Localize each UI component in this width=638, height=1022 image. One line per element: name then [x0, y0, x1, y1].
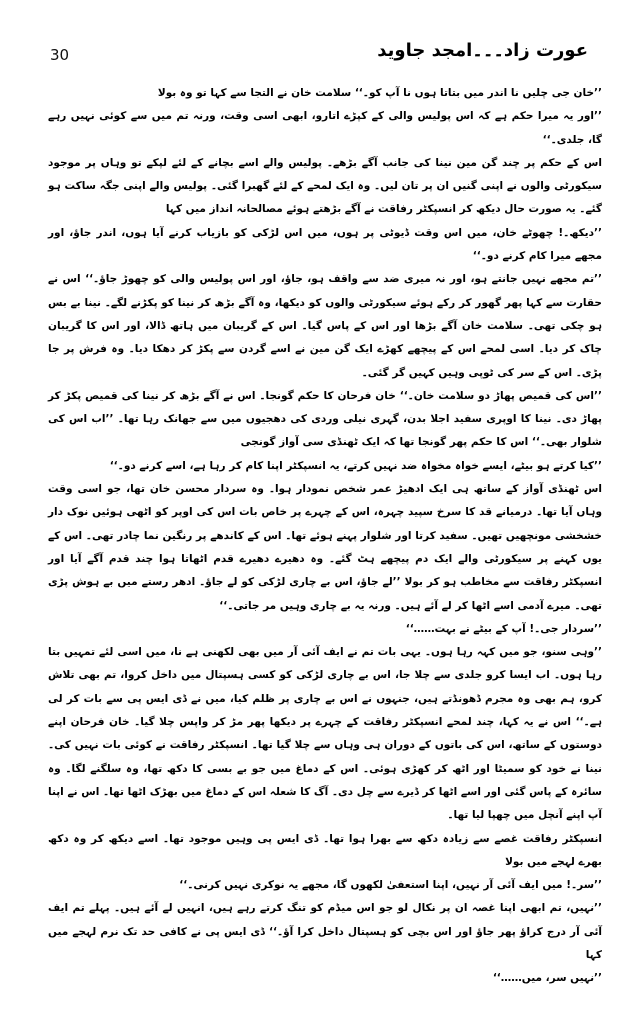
- paragraph: انسپکٹر رفاقت غصے سے زیادہ دکھ سے بھرا ہوا تھا۔ ڈی ایس پی وہیں موجود تھا۔ اسے دیکھ کر وہ دکھ بھرے لہجے میں بولا: [48, 832, 602, 868]
- paragraph: ’’اور یہ میرا حکم ہے کہ اس پولیس والی کے کپڑے اتارو، ابھی اسی وقت، ورنہ تم میں سے کوئی نہیں رہے گا، جلدی۔‘‘: [48, 110, 602, 146]
- paragraph: ’’نہیں سر، میں……‘‘: [492, 972, 602, 985]
- paragraph: ’’وہی سنو، جو میں کہہ رہا ہوں۔ یہی بات تم نے ایف آئی آر میں بھی لکھنی ہے نا، میں اسی لئے تمہیں بتا رہا ہوں۔ اب ایسا کرو جلدی سے چلا جا، اس بے چاری لڑکی کو کسی ہسپتال میں داخل کروا، تم بھی تلاش کرو، ہم بھی وہ مجرم ڈھونڈتے ہیں، جنہوں نے اس بے چاری پر ظلم کیا، میں نے ڈی ایس پی سے بات کر لی ہے۔‘‘ اس نے یہ کہا، چند لمحے انسپکٹر رفاقت کے چہرے پر دیکھا پھر مڑ کر واپس چلا گیا۔ خان فرحان اپنے دوستوں کے ساتھ، اس کی باتوں کے دوران ہی وہاں سے چلا گیا تھا۔ انسپکٹر رفاقت نے کوئی بات نہیں کی۔ نینا نے خود کو سمیٹا اور اٹھ کر کھڑی ہوئی۔ اس کے دماغ میں جو بے بسی کا دکھ تھا، وہ سلگنے لگا۔ وہ سائرہ کے پاس گئی اور اسے اٹھا کر ڈیرے سے چل دی۔ آگ کا شعلہ اس کے دماغ میں بھڑک اٹھا تھا۔ اس نے اپنا آپ اپنے آنچل میں چھپا لیا تھا۔: [48, 646, 602, 822]
- paragraph: ’’سردار جی۔! آپ کے بیٹے نے بہت……‘‘: [405, 622, 602, 635]
- paragraph: ’’اس کی قمیص پھاڑ دو سلامت خان۔‘‘ خان فرحان کا حکم گونجا۔ اس نے آگے بڑھ کر نینا کی قمیص پکڑ کر پھاڑ دی۔ نینا کا اوپری سفید اجلا بدن، گہری نیلی وردی کی دھجیوں میں سے جھانک رہا تھا۔ ’’اب اس کی شلوار بھی۔‘‘ اس کا حکم پھر گونجا تھا کہ ایک ٹھنڈی سی آواز گونجی: [48, 389, 602, 449]
- paragraph: ’’سر۔! میں ایف آئی آر نہیں، اپنا استعفیٰ لکھوں گا، مجھے یہ نوکری نہیں کرنی۔‘‘: [179, 879, 602, 892]
- body-text: [48, 82, 602, 998]
- page-number: 30: [50, 46, 70, 64]
- running-title: عورت زاد۔۔۔امجد جاوید: [377, 40, 588, 61]
- paragraph: اس کے حکم پر چند گن مین نینا کی جانب آگے بڑھے۔ پولیس والے اسے بچانے کے لئے لپکے تو وہاں پر موجود سیکورٹی والوں نے اپنی گنیں ان پر تان لیں۔ وہ ایک لمحے کے لئے گھبرا گئی۔ پولیس والے اپنی جگہ ساکت ہو گئے۔ یہ صورت حال دیکھ کر انسپکٹر رفاقت نے آگے بڑھتے ہوئے مصالحانہ انداز میں کہا: [48, 156, 602, 216]
- paragraph: ’’دیکھ۔! چھوٹے خان، میں اس وقت ڈیوٹی پر ہوں، میں اس لڑکی کو بازیاب کرنے آیا ہوں، اندر جاؤ، اور مجھے میرا کام کرنے دو۔‘‘: [48, 226, 602, 263]
- paragraph: ’’خان جی چلیں نا اندر میں بتاتا ہوں نا آپ کو۔‘‘ سلامت خان نے التجا سے کہا تو وہ بولا: [157, 87, 602, 99]
- paragraph: ’’کیا کرتے ہو بیٹے، ایسے خواہ مخواہ ضد نہیں کرتے، یہ انسپکٹر اپنا کام کر رہا ہے، اسے کرنے دو۔‘‘: [109, 459, 602, 472]
- paragraph: ’’تم مجھے نہیں جانتے ہو، اور نہ میری ضد سے واقف ہو، جاؤ، اور اس پولیس والی کو چھوڑ جاؤ۔‘‘ اس نے حقارت سے کہا پھر گھور کر رکے ہوئے سیکورٹی والوں کو دیکھا، وہ آگے بڑھ کر نینا کو پکڑنے لگے۔ نینا بے بس ہو چکی تھی۔ سلامت خان آگے بڑھا اور اس کے پاس گیا۔ اس کے گریبان میں ہاتھ ڈالا، اور اس کا گریبان چاک کر دیا۔ اسی لمحے اس کے پیچھے کھڑے ایک گن مین نے اسے گردن سے پکڑ کر دھکا دیا۔ وہ فرش پر جا پڑی۔ اس کے سر کی ٹوپی وہیں کہیں گر گئی۔: [48, 273, 602, 379]
- paragraph: ’’نہیں، تم ابھی اپنا غصہ ان پر نکال لو جو اس میڈم کو تنگ کرتے رہے ہیں، انہیں لے آئے ہیں۔ پہلے تم ایف آئی آر درج کراؤ پھر جاؤ اور اس بچی کو ہسپتال داخل کرا آؤ۔‘‘ ڈی ایس پی نے کافی حد تک نرم لہجے میں کہا: [48, 902, 602, 961]
- paragraph: اس ٹھنڈی آواز کے ساتھ ہی ایک ادھیڑ عمر شخص نمودار ہوا۔ وہ سردار محسن خان تھا، جو اسی وقت وہاں آیا تھا۔ درمیانے قد کا سرخ سپید چہرہ، اس کے چہرے پر خاص بات اس کی اوپر کو اٹھی ہوئیں نوک دار خشخشی مونچھیں تھیں۔ سفید کرتا اور شلوار پہنے ہوئے تھا۔ اس کے کاندھے پر رنگین نما چادر تھی۔ اس کے یوں کہنے پر سیکورٹی والے ایک دم پیچھے ہٹ گئے۔ وہ دھیرے دھیرے قدم اٹھاتا ہوا چند قدم آگے آیا اور انسپکٹر رفاقت سے مخاطب ہو کر بولا ’’لے جاؤ، اس بے چاری لڑکی کو لے جاؤ۔ ادھر رستے میں بے ہوش پڑی تھی۔ میرے آدمی اسے اٹھا کر لے آئے ہیں۔ ورنہ یہ بے چاری وہیں مر جاتی۔‘‘: [48, 483, 602, 612]
- page-header: [36, 36, 602, 70]
